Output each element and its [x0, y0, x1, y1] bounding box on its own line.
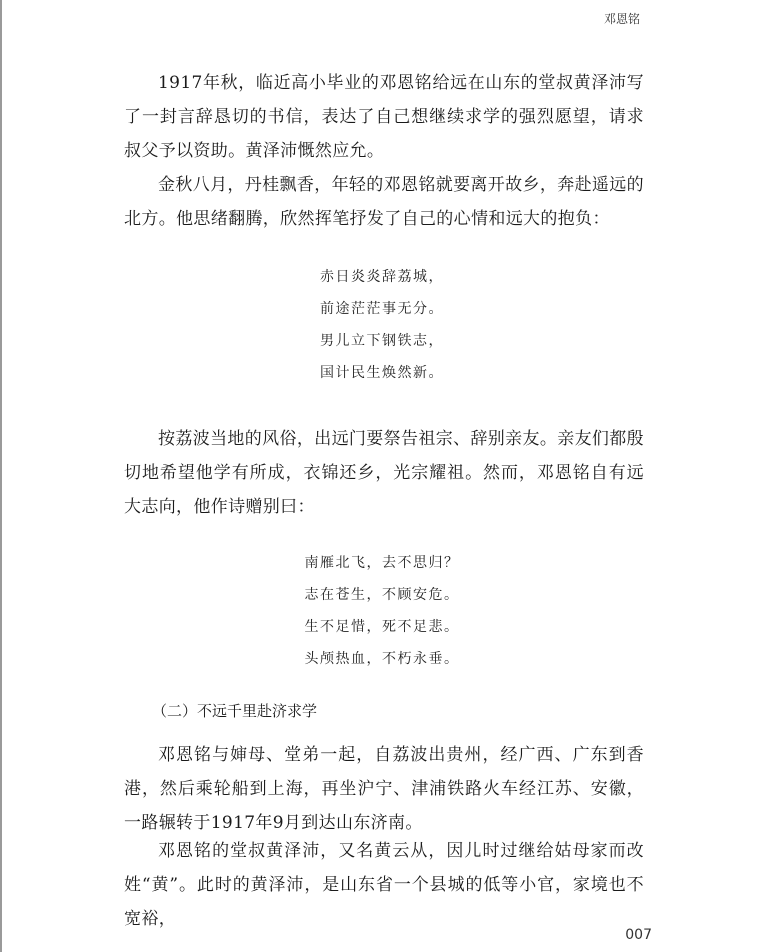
poem-line: 赤日炎炎辞荔城， — [320, 269, 444, 285]
poem-farewell-gift — [0, 547, 764, 675]
paragraph-departure: 金秋八月，丹桂飘香，年轻的邓恩铭就要离开故乡，奔赴遥远的北方。他思绪翻腾，欣然挥笔抒发了自己的心情和远大的抱负： — [124, 175, 644, 229]
poem-line: 前途茫茫事无分。 — [320, 301, 444, 317]
poem-line: 男儿立下钢铁志， — [320, 333, 444, 349]
poem-line: 南雁北飞，去不思归？ — [304, 555, 460, 571]
poem-farewell-hometown — [0, 261, 764, 389]
section-heading: （二）不远千里赴济求学 — [152, 702, 318, 720]
poem-line: 头颅热血，不朽永垂。 — [304, 651, 460, 667]
running-header: 邓恩铭 — [603, 12, 640, 26]
paragraph-local-custom: 按荔波当地的风俗，出远门要祭告祖宗、辞别亲友。亲友们都殷切地希望他学有所成，衣锦还乡，光宗耀祖。然而，邓恩铭自有远大志向，他作诗赠别曰： — [124, 429, 644, 517]
poem-line: 志在苍生，不顾安危。 — [304, 587, 460, 603]
page-number: 007 — [625, 927, 652, 943]
paragraph-journey: 邓恩铭与婶母、堂弟一起，自荔波出贵州，经广西、广东到香港，然后乘轮船到上海，再坐沪宁、津浦铁路火车经江苏、安徽，一路辗转于1917年9月到达山东济南。 — [124, 745, 644, 833]
page-edge-rule — [0, 0, 2, 952]
paragraph-uncle: 邓恩铭的堂叔黄泽沛，又名黄云从，因儿时过继给姑母家而改姓“黄”。此时的黄泽沛，是山东省一个县城的低等小官，家境也不宽裕， — [124, 841, 644, 929]
poem-line: 生不足惜，死不足悲。 — [304, 619, 460, 635]
poem-line: 国计民生焕然新。 — [320, 365, 444, 381]
paragraph-autumn-1917: 1917年秋，临近高小毕业的邓恩铭给远在山东的堂叔黄泽沛写了一封言辞恳切的书信，表达了自己想继续求学的强烈愿望，请求叔父予以资助。黄泽沛慨然应允。 — [124, 73, 644, 161]
